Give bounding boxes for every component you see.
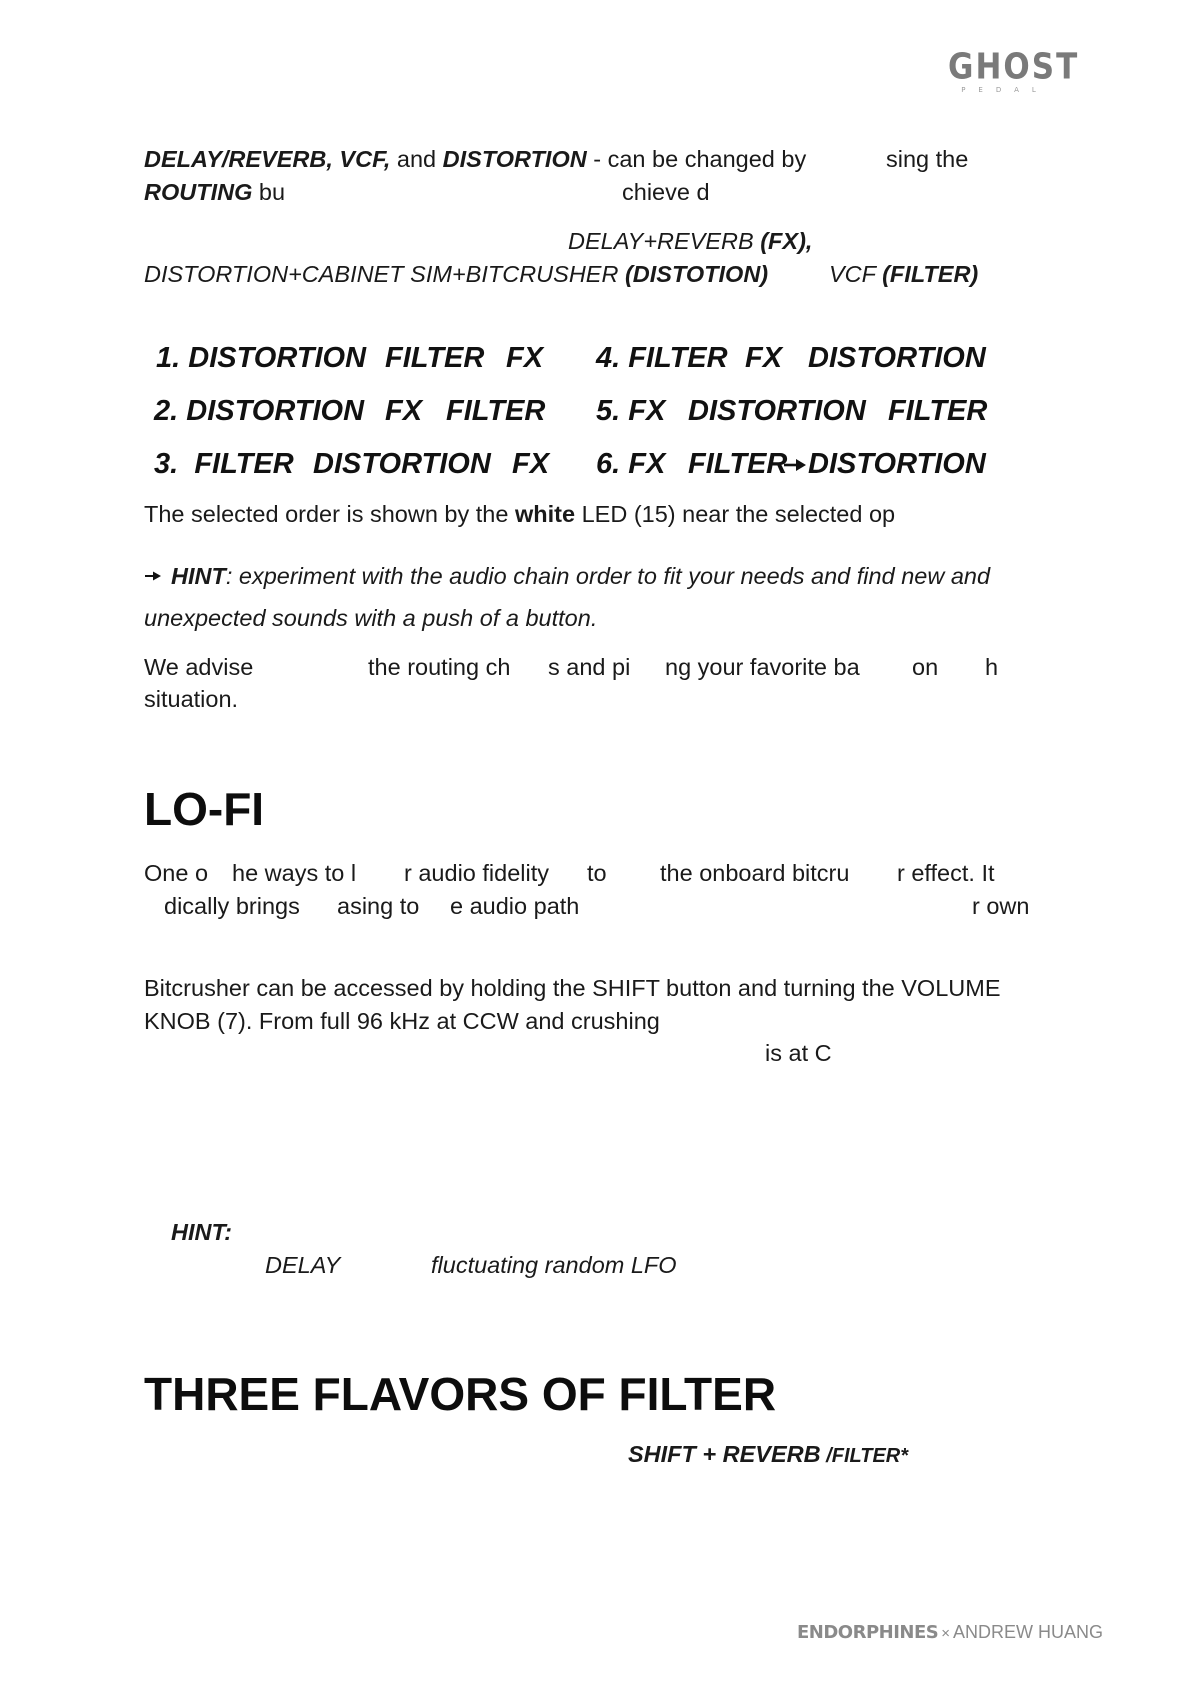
routing-option-3	[154, 446, 294, 482]
lofi-p1f: r effect. It	[897, 860, 995, 886]
intro-line-2	[144, 176, 285, 209]
selected-order-white: white	[514, 501, 576, 527]
intro-distortion: DISTORTION	[442, 146, 587, 172]
lofi-p2a: dically brings	[164, 893, 300, 919]
lofi-heading: LO-FI	[144, 783, 265, 835]
intro-distotion-tag: (DISTOTION)	[624, 261, 769, 287]
lofi-p1d: to	[587, 860, 607, 886]
routing-number: 1.	[156, 342, 181, 374]
footer-artist: ANDREW HUANG	[953, 1622, 1104, 1642]
lofi-p2c: e audio path	[450, 893, 580, 919]
hint-line-1	[171, 560, 990, 593]
lofi-p2d: r own	[972, 893, 1030, 919]
routing-step: FX	[628, 395, 666, 427]
routing-option-6	[596, 446, 665, 482]
intro-can-be-changed: - can be changed by	[586, 146, 807, 172]
routing-number: 5.	[596, 395, 621, 427]
lofi-p1e: the onboard bitcru	[660, 860, 850, 886]
bitcrusher-line-2: KNOB (7). From full 96 kHz at CCW and crushing	[144, 1008, 660, 1034]
hint-2-delay: DELAY	[265, 1252, 341, 1278]
advise-part-2: the routing ch	[368, 654, 511, 680]
filter-shortcut-keys: SHIFT + REVERB	[628, 1441, 821, 1467]
intro-fx-tag: (FX),	[760, 228, 813, 254]
routing-option-2	[154, 393, 364, 429]
routing-step: FX	[745, 342, 783, 374]
intro-line-4	[144, 258, 768, 291]
bitcrusher-line-1: Bitcrusher can be accessed by holding the SHIFT button and turning the VOLUME	[144, 975, 1001, 1001]
intro-delay-reverb: DELAY+REVERB	[568, 228, 761, 254]
footer-x: ×	[941, 1625, 951, 1642]
logo-subtitle: PEDAL	[961, 86, 1049, 94]
advise-part-3: s and pi	[548, 654, 631, 680]
advise-part-4: ng your favorite ba	[665, 654, 860, 680]
routing-step: FILTER	[688, 448, 788, 480]
bitcrusher-line-3: is at C	[765, 1040, 832, 1066]
intro-routing: ROUTING	[144, 179, 253, 205]
intro-line-1	[144, 143, 806, 176]
selected-order-text: The selected order is shown by the	[144, 501, 515, 527]
intro-line-2-end: chieve d	[622, 179, 710, 205]
footer-brand: ENDORPHINES	[797, 1622, 939, 1643]
intro-line-3	[568, 225, 812, 258]
routing-option-4	[596, 340, 728, 376]
hint-2-lfo: fluctuating random LFO	[431, 1252, 677, 1278]
intro-fx-names: DELAY/REVERB, VCF,	[144, 146, 391, 172]
intro-bu: bu	[252, 179, 286, 205]
hint-text: : experiment with the audio chain order to fit your needs and find new and	[225, 563, 991, 589]
filter-heading: THREE FLAVORS OF FILTER	[144, 1368, 777, 1420]
advise-part-6: h	[985, 654, 999, 680]
routing-number: 6.	[596, 448, 621, 480]
routing-step: FX	[385, 395, 423, 427]
routing-step: DISTORTION	[186, 395, 365, 427]
lofi-p1a: One o	[144, 860, 209, 886]
intro-and: and	[390, 146, 443, 172]
routing-number: 4.	[596, 342, 621, 374]
routing-step: FILTER	[385, 342, 485, 374]
routing-step: FILTER	[888, 395, 988, 427]
routing-number: 2.	[154, 395, 179, 427]
arrow-right-icon	[144, 570, 162, 582]
routing-step: DISTORTION	[313, 448, 491, 480]
advise-line-2: situation.	[144, 686, 239, 712]
filter-shortcut-suffix: /FILTER*	[820, 1445, 909, 1467]
routing-option-5	[596, 393, 665, 429]
routing-step: FX	[512, 448, 550, 480]
hint-2-label: HINT:	[171, 1219, 232, 1245]
routing-step: FX	[506, 342, 544, 374]
routing-step: FILTER	[194, 448, 294, 480]
advise-part-5: on	[912, 654, 939, 680]
routing-step: FILTER	[628, 342, 728, 374]
routing-step: FX	[628, 448, 666, 480]
arrow-right-icon	[782, 457, 808, 473]
routing-step: DISTORTION	[688, 395, 866, 427]
ghost-pedal-logo	[948, 46, 1080, 94]
intro-vcf: VCF	[829, 261, 883, 287]
logo-wordmark: GHOST	[948, 46, 1080, 88]
routing-step: DISTORTION	[808, 448, 986, 480]
lofi-p1c: r audio fidelity	[404, 860, 549, 886]
hint-label: HINT	[171, 563, 226, 589]
selected-order-note	[144, 498, 895, 531]
routing-option-1	[156, 340, 366, 376]
routing-step: FILTER	[446, 395, 546, 427]
hint-line-2: unexpected sounds with a push of a button.	[144, 605, 598, 631]
routing-number: 3.	[154, 448, 179, 480]
selected-order-text-end: LED (15) near the selected op	[575, 501, 896, 527]
filter-shortcut	[628, 1438, 908, 1473]
lofi-p1b: he ways to l	[232, 860, 357, 886]
intro-distortion-chain: DISTORTION+CABINET SIM+BITCRUSHER	[144, 261, 625, 287]
advise-part-1: We advise	[144, 654, 254, 680]
intro-line-4-end	[829, 258, 978, 291]
intro-line-1-end: sing the	[886, 146, 969, 172]
footer-credit	[797, 1622, 1103, 1643]
routing-step: DISTORTION	[808, 342, 986, 374]
routing-step: DISTORTION	[188, 342, 367, 374]
lofi-p2b: asing to	[337, 893, 420, 919]
intro-filter-tag: (FILTER)	[882, 261, 979, 287]
